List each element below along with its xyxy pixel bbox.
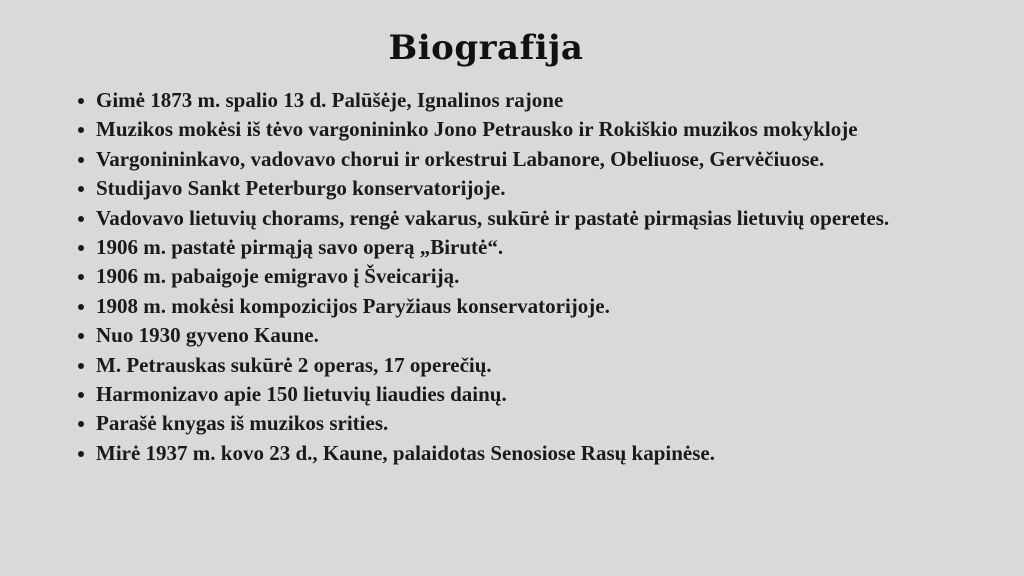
slide-title: Biografija xyxy=(388,28,584,68)
bullet-item: Gimė 1873 m. spalio 13 d. Palūšėje, Ignalinos rajone xyxy=(96,86,956,115)
bullet-list xyxy=(74,86,956,468)
bullet-item: Vadovavo lietuvių chorams, rengė vakarus, sukūrė ir pastatė pirmąsias lietuvių operetes. xyxy=(96,204,956,233)
bullet-item: Nuo 1930 gyveno Kaune. xyxy=(96,321,956,350)
bullet-item: M. Petrauskas sukūrė 2 operas, 17 operečių. xyxy=(96,351,956,380)
bullet-item: 1906 m. pabaigoje emigravo į Šveicariją. xyxy=(96,262,956,291)
bullet-item: Harmonizavo apie 150 lietuvių liaudies dainų. xyxy=(96,380,956,409)
bullet-item: Vargonininkavo, vadovavo chorui ir orkestrui Labanore, Obeliuose, Gervėčiuose. xyxy=(96,145,956,174)
bullet-item: Muzikos mokėsi iš tėvo vargonininko Jono Petrausko ir Rokiškio muzikos mokykloje xyxy=(96,115,956,144)
bullet-item: 1906 m. pastatė pirmąją savo operą „Birutė“. xyxy=(96,233,956,262)
bullet-item: 1908 m. mokėsi kompozicijos Paryžiaus konservatorijoje. xyxy=(96,292,956,321)
bullet-item: Mirė 1937 m. kovo 23 d., Kaune, palaidotas Senosiose Rasų kapinėse. xyxy=(96,439,956,468)
bullet-item: Parašė knygas iš muzikos srities. xyxy=(96,409,956,438)
bullet-item: Studijavo Sankt Peterburgo konservatorijoje. xyxy=(96,174,956,203)
